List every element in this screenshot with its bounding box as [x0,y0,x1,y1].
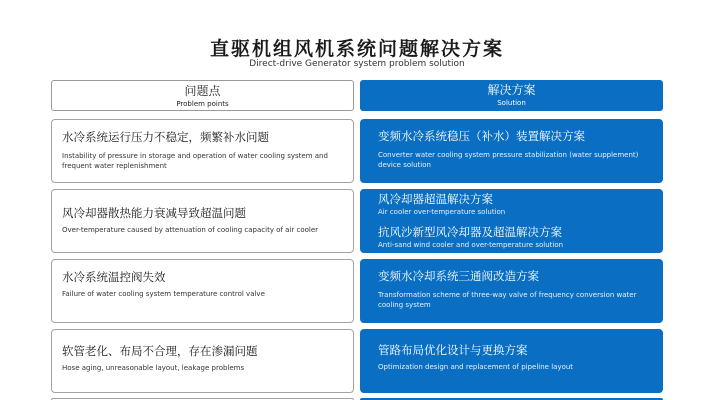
problem-description: Over-temperature caused by attenuation of cooling capacity of air cooler [62,226,319,234]
problem-card [51,119,354,183]
problems-header-zh: 问题点 [184,84,221,98]
solution-card [360,119,663,183]
solution-title: 变频水冷却系统三通阀改造方案 [378,269,539,283]
problem-card [51,259,354,323]
solution-description: Anti-sand wind cooler and over-temperature solution [378,241,564,249]
solution-card [360,189,663,253]
solution-title: 管路布局优化设计与更换方案 [378,343,528,357]
solutions-column-header [360,80,663,111]
problem-description: Instability of pressure in storage and operation of water cooling system and frequent water replenishment [62,152,328,170]
solution-description: Converter water cooling system pressure stabilization (water supplement) device solution [378,151,639,169]
problem-card [51,189,354,253]
solution-card [360,329,663,393]
problem-title: 水冷系统温控阀失效 [62,270,166,284]
problem-card [51,329,354,393]
problem-title: 水冷系统运行压力不稳定，频繁补水问题 [62,130,269,144]
solution-description: Air cooler over-temperature solution [378,208,506,216]
solutions-header-en: Solution [497,99,526,107]
solution-title: 抗风沙新型风冷却器及超温解决方案 [378,225,562,239]
problem-title: 软管老化、布局不合理，存在渗漏问题 [62,344,258,358]
solution-description: Optimization design and replacement of pipeline layout [378,363,574,371]
problems-header-en: Problem points [176,100,229,108]
page-title: 直驱机组风机系统问题解决方案 [209,38,504,60]
problem-description: Failure of water cooling system temperature control valve [62,290,265,298]
problem-description: Hose aging, unreasonable layout, leakage problems [62,364,245,372]
problem-title: 风冷却器散热能力衰减导致超温问题 [62,206,246,220]
solution-card [360,259,663,323]
solutions-header-zh: 解决方案 [487,83,536,97]
page-subtitle: Direct-drive Generator system problem solution [249,59,465,69]
solution-title: 风冷却器超温解决方案 [378,192,493,206]
solution-title: 变频水冷系统稳压（补水）装置解决方案 [378,129,585,143]
problems-column-header [51,80,354,111]
solution-description: Transformation scheme of three-way valve of frequency conversion water cooling system [378,291,637,309]
